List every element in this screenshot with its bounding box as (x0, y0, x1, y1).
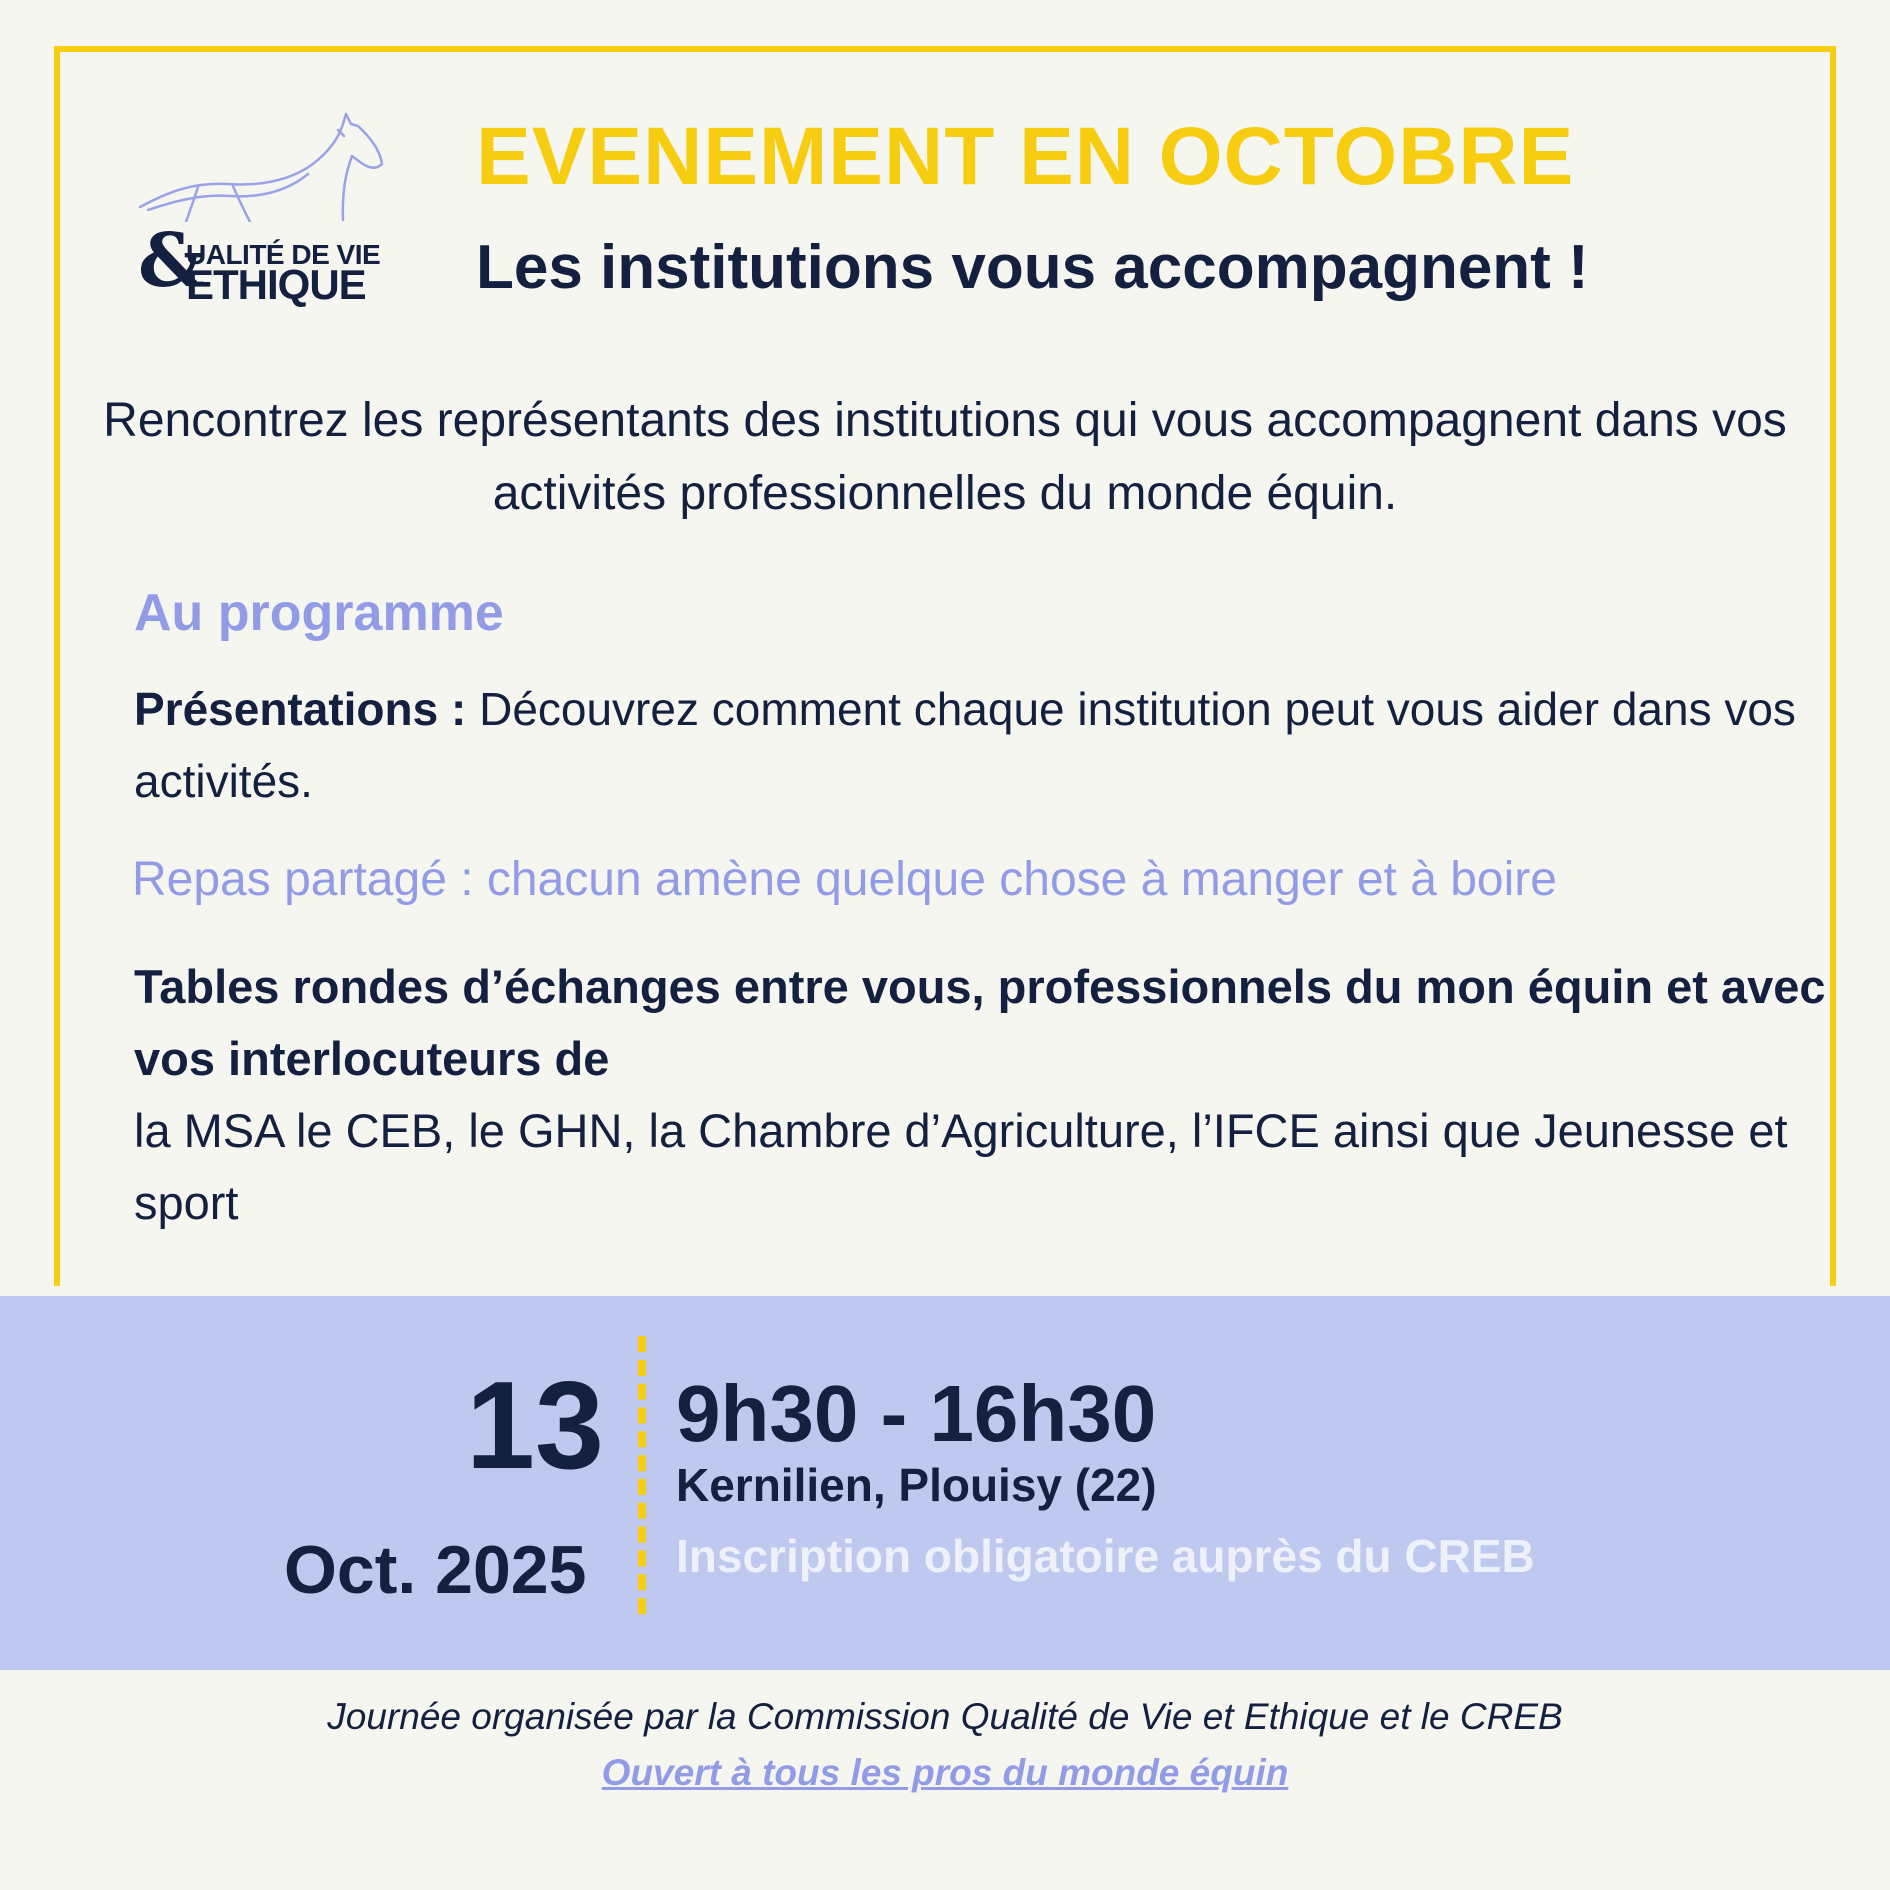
event-place: Kernilien, Plouisy (22) (676, 1459, 1157, 1511)
program-title: Au programme (134, 584, 504, 642)
event-month-year: Oct. 2025 (284, 1532, 587, 1608)
event-day: 13 (466, 1357, 604, 1495)
registration-note: Inscription obligatoire auprès du CREB (676, 1530, 1535, 1582)
event-subtitle: Les institutions vous accompagnent ! (476, 233, 1589, 302)
logo-line-2: ETHIQUE (186, 261, 366, 308)
organizer-text: Journée organisée par la Commission Qualité de Vie et Ethique et le CREB (327, 1696, 1563, 1737)
horse-icon (138, 112, 388, 222)
logo-ampersand: & (138, 218, 205, 304)
presentations-item (134, 673, 1814, 817)
logo (138, 112, 388, 308)
event-title: EVENEMENT EN OCTOBRE (476, 111, 1575, 202)
open-to-all-link[interactable]: Ouvert à tous les pros du monde équin (601, 1752, 1289, 1793)
dashed-divider (638, 1336, 646, 1614)
presentations-label: Présentations : (134, 683, 467, 735)
tables-item (134, 951, 1854, 1239)
tables-bold-text: Tables rondes d’échanges entre vous, professionnels du mon équin et avec vos interlocuteurs de (134, 960, 1826, 1085)
tables-text: la MSA le CEB, le GHN, la Chambre d’Agriculture, l’IFCE ainsi que Jeunesse et sport (134, 1104, 1788, 1229)
logo-line-1: UALITÉ DE VIE (186, 239, 381, 270)
presentations-text: Découvrez comment chaque institution peut vous aider dans vos activités. (134, 683, 1796, 807)
repas-item: Repas partagé : chacun amène quelque chose à manger et à boire (132, 853, 1557, 906)
event-time: 9h30 - 16h30 (676, 1369, 1157, 1458)
intro-text: Rencontrez les représentants des institutions qui vous accompagnent dans vos activités professionnelles du monde équin. (103, 394, 1787, 520)
